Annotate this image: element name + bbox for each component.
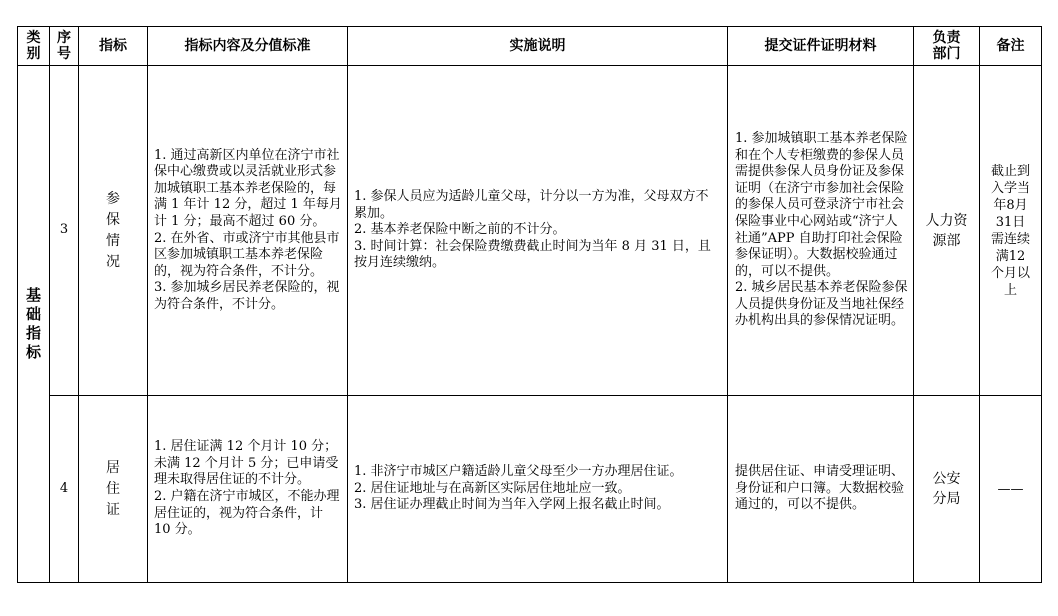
content-cell	[148, 66, 348, 396]
remarks-text: 截止到入学当年8月31日需连续满12个月以上	[990, 163, 1030, 298]
header-materials: 提交证件证明材料	[728, 27, 914, 66]
explanation-item: 2. 基本养老保险中断之前的不计分。	[354, 222, 566, 238]
materials-cell	[728, 396, 914, 583]
department-text: 人力资源部	[925, 212, 968, 249]
explanation-item: 3. 时间计算：社会保险费缴费截止时间为当年 8 月 31 日，且按月连续缴纳。	[354, 238, 711, 271]
content-item: 1. 通过高新区内单位在济宁市社保中心缴费或以灵活就业形式参加城镇职工基本养老保险的，每满 1 年计 12 分，超过 1 年每月计 1 分；最高不超过 60 分。	[154, 147, 342, 229]
content-item: 3. 参加城乡居民养老保险的，视为符合条件，不计分。	[154, 280, 340, 312]
indicator-cell	[79, 66, 148, 396]
materials-item: 2. 城乡居民基本养老保险参保人员提供身份证及当地社保经办机构出具的参保情况证明。	[735, 280, 908, 329]
header-explanation: 实施说明	[348, 27, 728, 66]
materials-item: 提供居住证、申请受理证明、身份证和户口簿。大数据校验通过的，可以不提供。	[735, 464, 905, 513]
department-cell	[914, 66, 980, 396]
seq-cell: 4	[50, 396, 79, 583]
content-cell	[148, 396, 348, 583]
indicator-text: 参保情况	[106, 190, 120, 270]
seq-cell: 3	[50, 66, 79, 396]
header-category-text: 类别	[26, 30, 41, 62]
header-department	[914, 27, 980, 66]
content-item: 2. 在外省、市或济宁市其他县市区参加城镇职工基本养老保险的，视为符合条件，不计分。	[154, 230, 340, 279]
header-department-text: 负责部门	[932, 30, 961, 62]
indicator-table	[17, 26, 1042, 583]
table-row	[18, 396, 1042, 583]
content-item: 1. 居住证满 12 个月计 10 分；未满 12 个月计 5 分；已申请受理未取得居住证的不计分。	[154, 439, 339, 488]
header-seq-text: 序号	[57, 30, 71, 62]
header-content: 指标内容及分值标准	[148, 27, 348, 66]
table-row	[18, 66, 1042, 396]
header-remarks: 备注	[980, 27, 1042, 66]
explanation-item: 1. 参保人员应为适龄儿童父母，计分以一方为准，父母双方不累加。	[354, 189, 709, 221]
header-row	[18, 27, 1042, 66]
header-seq	[50, 27, 79, 66]
header-category	[18, 27, 50, 66]
category-cell	[18, 66, 50, 583]
explanation-cell	[348, 66, 728, 396]
explanation-item: 3. 居住证办理截止时间为当年入学网上报名截止时间。	[354, 497, 670, 513]
remarks-cell	[980, 66, 1042, 396]
department-text: 公安分局	[932, 471, 961, 507]
explanation-item: 1. 非济宁市城区户籍适龄儿童父母至少一方办理居住证。	[354, 464, 683, 480]
remarks-cell: ——	[980, 396, 1042, 583]
indicator-text: 居住证	[106, 459, 120, 518]
header-indicator: 指标	[79, 27, 148, 66]
content-item: 2. 户籍在济宁市城区，不能办理居住证的，视为符合条件，计 10 分。	[154, 489, 340, 538]
category-label: 基础指标	[25, 286, 41, 361]
department-cell	[914, 396, 980, 583]
explanation-item: 2. 居住证地址与在高新区实际居住地址应一致。	[354, 480, 631, 496]
explanation-cell	[348, 396, 728, 583]
materials-cell	[728, 66, 914, 396]
indicator-cell	[79, 396, 148, 583]
materials-item: 1. 参加城镇职工基本养老保险和在个人专柜缴费的参保人员需提供参保人员身份证及参保证明（在济宁市参加社会保险的参保人员可登录济宁市社会保险事业中心网站或“济宁人社通”APP 自助打印社会保险参保证明）。大数据校验通过的，可以不提供。	[735, 130, 908, 279]
